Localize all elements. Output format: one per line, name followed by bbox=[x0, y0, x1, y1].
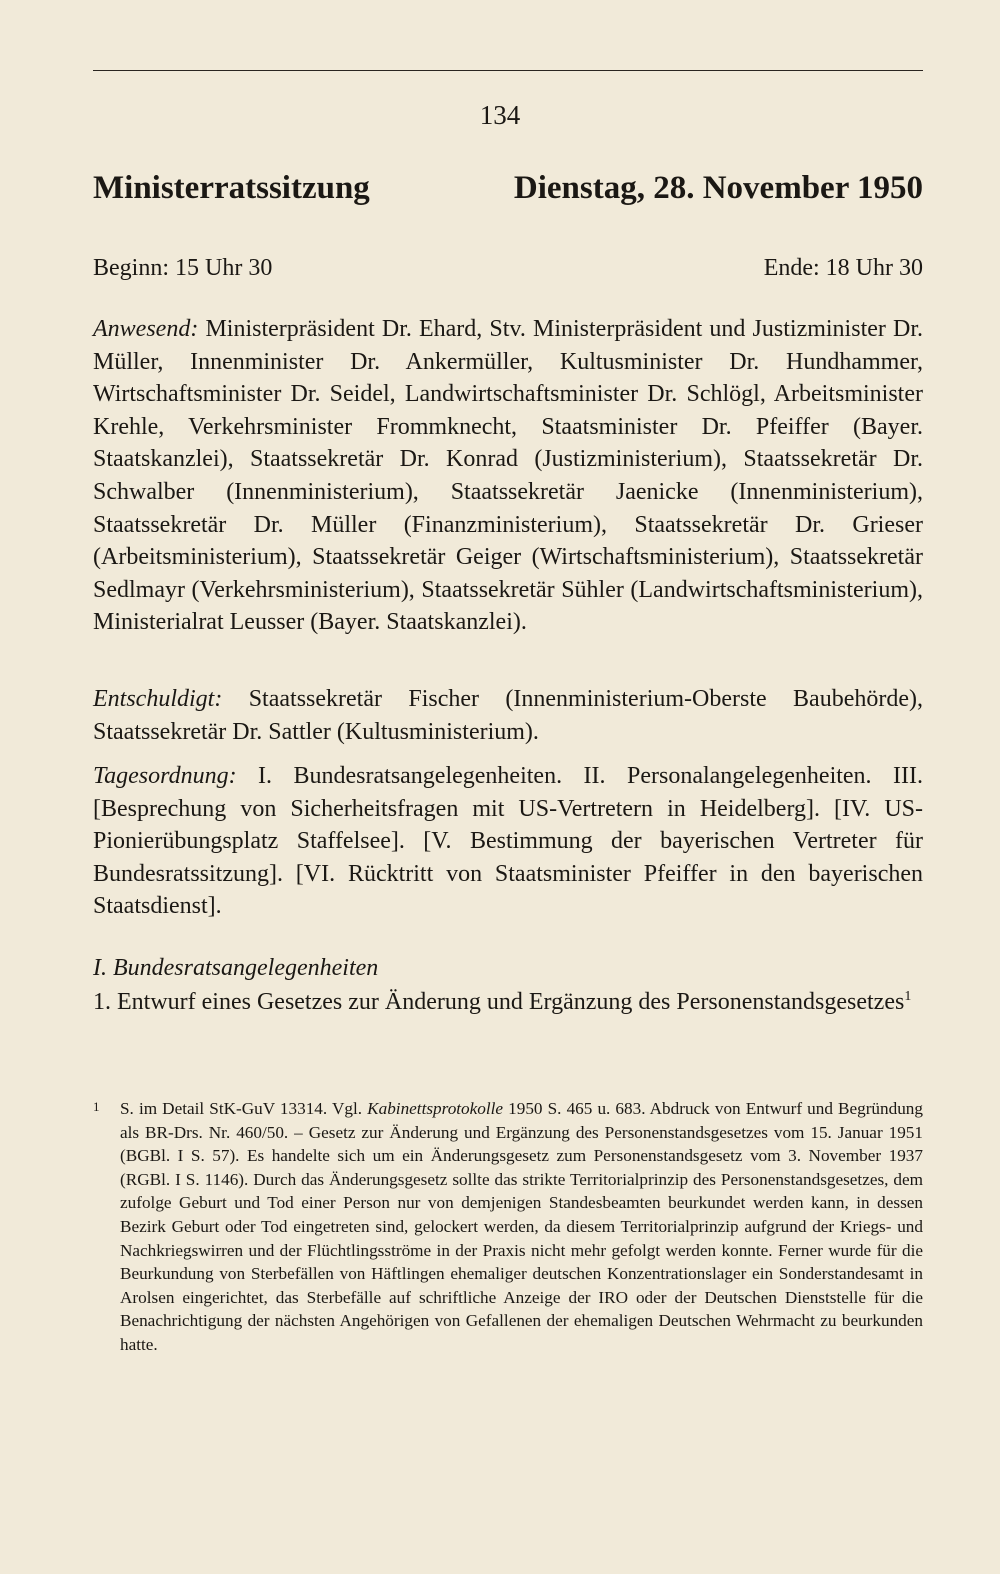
header-rule bbox=[93, 70, 923, 71]
begin-time: Beginn: 15 Uhr 30 bbox=[93, 255, 273, 281]
attendees-label: Anwesend: bbox=[93, 316, 199, 342]
meeting-title: Ministerratssitzung bbox=[93, 170, 370, 206]
agenda-item-1 bbox=[93, 986, 923, 1019]
footnote-text-part2: 1950 S. 465 u. 683. Abdruck von Entwurf und Begründung als BR-Drs. Nr. 460/50. – Gesetz zur Änderung und Ergänzung des Personenstandsgesetzes vom 15. Januar 1951 (BGBl. I S. 57). Es handelte sich um ein Änderungsgesetz zum Personenstandsgesetz vom 3. November 1937 (RGBl. I S. 1146). Durch das Änderungsgesetz sollte das strikte Territorialprinzip des Personenstandsgesetzes, dem zufolge Geburt und Tod einer Person nur von demjenigen Standesbeamten beurkundet werden kann, in dessen Bezirk Geburt oder Tod eingetreten sind, gelockert werden, da diesem Territorialprinzip aufgrund der Kriegs- und Nachkriegswirren und der Flüchtlingsströme in der Praxis nicht mehr gefolgt werden konnte. Ferner wurde für die Beurkundung von Sterbefällen von Häftlingen ehemaliger deutschen Konzentrationslager ein Sonderstandesamt in Arolsen eingerichtet, das Sterbefälle auf schriftliche Anzeige der IRO oder der Deutschen Dienststelle für die Benachrichtigung der nächsten Angehörigen von Gefallenen der ehemaligen Deutschen Wehrmacht zu beurkunden hatte. bbox=[120, 1099, 923, 1354]
footnote-text-part1: S. im Detail StK-GuV 13314. Vgl. bbox=[120, 1099, 368, 1118]
footnote-reference: 1 bbox=[904, 989, 912, 1004]
attendees-text: Ministerpräsident Dr. Ehard, Stv. Ministerpräsident und Justizminister Dr. Müller, Innenminister Dr. Ankermüller, Kultusminister Dr. Hundhammer, Wirtschaftsminister Dr. Seidel, Landwirtschaftsminister Dr. Schlögl, Arbeitsminister Krehle, Verkehrsminister Frommknecht, Staatsminister Dr. Pfeiffer (Bayer. Staatskanzlei), Staatssekretär Dr. Konrad (Justizministerium), Staatssekretär Dr. Schwalber (Innenministerium), Staatssekretär Jaenicke (Innenministerium), Staatssekretär Dr. Müller (Finanzministerium), Staatssekretär Dr. Grieser (Arbeitsministerium), Staatssekretär Geiger (Wirtschaftsministerium), Staatssekretär Sedlmayr (Verkehrsministerium), Staatssekretär Sühler (Landwirtschaftsministerium), Ministerialrat Leusser (Bayer. Staatskanzlei). bbox=[93, 316, 923, 636]
section-heading: I. Bundesratsangelegenheiten bbox=[93, 955, 379, 981]
agenda-item-1-text: 1. Entwurf eines Gesetzes zur Änderung und Ergänzung des Personenstandsgesetzes bbox=[93, 989, 905, 1015]
agenda-label: Tagesordnung: bbox=[93, 763, 237, 789]
page-number: 134 bbox=[479, 100, 521, 130]
footnote-body bbox=[120, 1097, 923, 1357]
time-row bbox=[93, 253, 923, 283]
title-row bbox=[93, 168, 923, 208]
meeting-date: Dienstag, 28. November 1950 bbox=[513, 170, 923, 206]
agenda-paragraph bbox=[93, 760, 923, 923]
footnote-1 bbox=[93, 1097, 923, 1357]
footnote-mark: 1 bbox=[93, 1099, 100, 1114]
attendees-paragraph bbox=[93, 313, 923, 639]
excused-text: Staatssekretär Fischer (Innenministerium-Oberste Baubehörde), Staatssekretär Dr. Sattler (Kultusministerium). bbox=[93, 686, 923, 745]
end-time: Ende: 18 Uhr 30 bbox=[763, 255, 923, 281]
footnote-italic-reference: Kabinettsprotokolle bbox=[367, 1099, 504, 1118]
excused-label: Entschuldigt: bbox=[93, 686, 223, 712]
agenda-text: I. Bundesratsangelegenheiten. II. Personalangelegenheiten. III. [Besprechung von Sicherheitsfragen mit US-Vertretern in Heidelberg]. [IV. US-Pionierübungsplatz Staffelsee]. [V. Bestimmung der bayerischen Vertreter für Bundesratssitzung]. [VI. Rücktritt von Staatsminister Pfeiffer in den bayerischen Staatsdienst]. bbox=[93, 763, 923, 920]
excused-paragraph bbox=[93, 683, 923, 748]
